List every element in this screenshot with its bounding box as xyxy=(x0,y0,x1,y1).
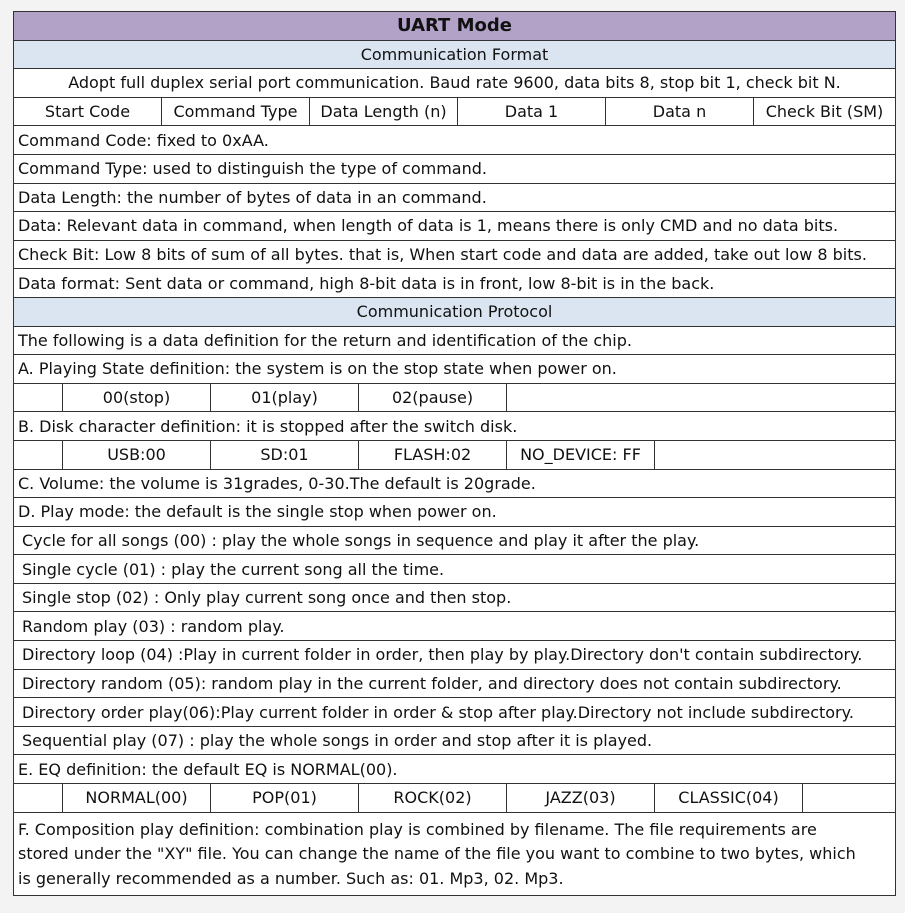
volume-definition: C. Volume: the volume is 31grades, 0-30.The default is 20grade. xyxy=(14,470,895,499)
table-title: UART Mode xyxy=(14,12,895,41)
playing-state-values-row xyxy=(14,384,895,413)
eq-value: ROCK(02) xyxy=(359,784,507,812)
format-note: Command Code: fixed to 0xAA. xyxy=(14,126,895,155)
playing-state-value: 01(play) xyxy=(211,384,359,412)
composition-line: F. Composition play definition: combination play is combined by filename. The file requirements are xyxy=(18,819,817,839)
frame-field-command-type: Command Type xyxy=(162,98,310,126)
disk-values-row xyxy=(14,441,895,470)
composition-play-definition xyxy=(14,813,895,896)
section-communication-protocol: Communication Protocol xyxy=(14,298,895,327)
empty-cell xyxy=(507,384,895,412)
composition-line: is generally recommended as a number. Such as: 01. Mp3, 02. Mp3. xyxy=(18,868,564,888)
empty-cell xyxy=(803,784,895,812)
frame-field-data-1: Data 1 xyxy=(458,98,606,126)
play-mode-item: Random play (03) : random play. xyxy=(14,612,895,641)
frame-field-start-code: Start Code xyxy=(14,98,162,126)
eq-value: CLASSIC(04) xyxy=(655,784,803,812)
play-mode-item: Single stop (02) : Only play current song once and then stop. xyxy=(14,584,895,613)
protocol-intro: The following is a data definition for the return and identification of the chip. xyxy=(14,327,895,356)
frame-field-check-bit: Check Bit (SM) xyxy=(765,102,884,122)
format-note: Data Length: the number of bytes of data in an command. xyxy=(14,184,895,213)
eq-value: JAZZ(03) xyxy=(507,784,655,812)
uart-mode-table xyxy=(13,11,896,896)
empty-cell xyxy=(14,784,63,812)
eq-value: POP(01) xyxy=(211,784,359,812)
play-mode-item: Directory random (05): random play in the current folder, and directory does not contain subdirectory. xyxy=(14,670,895,699)
eq-value: NORMAL(00) xyxy=(63,784,211,812)
empty-cell xyxy=(14,384,63,412)
section-communication-format: Communication Format xyxy=(14,41,895,70)
frame-structure-row xyxy=(14,98,895,127)
format-note: Command Type: used to distinguish the type of command. xyxy=(14,155,895,184)
format-note: Data: Relevant data in command, when length of data is 1, means there is only CMD and no data bits. xyxy=(14,212,895,241)
format-note: Check Bit: Low 8 bits of sum of all bytes. that is, When start code and data are added, take out low 8 bits. xyxy=(14,241,895,270)
playing-state-heading: A. Playing State definition: the system is on the stop state when power on. xyxy=(14,355,895,384)
disk-value: FLASH:02 xyxy=(359,441,507,469)
format-description: Adopt full duplex serial port communication. Baud rate 9600, data bits 8, stop bit 1, check bit N. xyxy=(14,69,895,98)
frame-field-data-length: Data Length (n) xyxy=(310,98,458,126)
eq-values-row xyxy=(14,784,895,813)
playing-state-value: 02(pause) xyxy=(359,384,507,412)
empty-cell xyxy=(655,441,895,469)
play-mode-item: Directory loop (04) :Play in current folder in order, then play by play.Directory don't contain subdirectory. xyxy=(14,641,895,670)
disk-value: SD:01 xyxy=(211,441,359,469)
frame-field-data-n: Data n xyxy=(606,98,754,126)
disk-value: NO_DEVICE: FF xyxy=(507,441,655,469)
play-mode-item: Directory order play(06):Play current folder in order & stop after play.Directory not include subdirectory. xyxy=(14,698,895,727)
empty-cell xyxy=(14,441,63,469)
disk-value: USB:00 xyxy=(63,441,211,469)
play-mode-item: Cycle for all songs (00) : play the whole songs in sequence and play it after the play. xyxy=(14,527,895,556)
disk-heading: B. Disk character definition: it is stopped after the switch disk. xyxy=(14,412,895,441)
playing-state-value: 00(stop) xyxy=(63,384,211,412)
eq-heading: E. EQ definition: the default EQ is NORMAL(00). xyxy=(14,755,895,784)
composition-line: stored under the "XY" file. You can change the name of the file you want to combine to two bytes, which xyxy=(18,844,856,864)
format-note: Data format: Sent data or command, high 8-bit data is in front, low 8-bit is in the back. xyxy=(14,269,895,298)
play-mode-item: Single cycle (01) : play the current song all the time. xyxy=(14,555,895,584)
play-mode-heading: D. Play mode: the default is the single stop when power on. xyxy=(14,498,895,527)
play-mode-item: Sequential play (07) : play the whole songs in order and stop after it is played. xyxy=(14,727,895,756)
